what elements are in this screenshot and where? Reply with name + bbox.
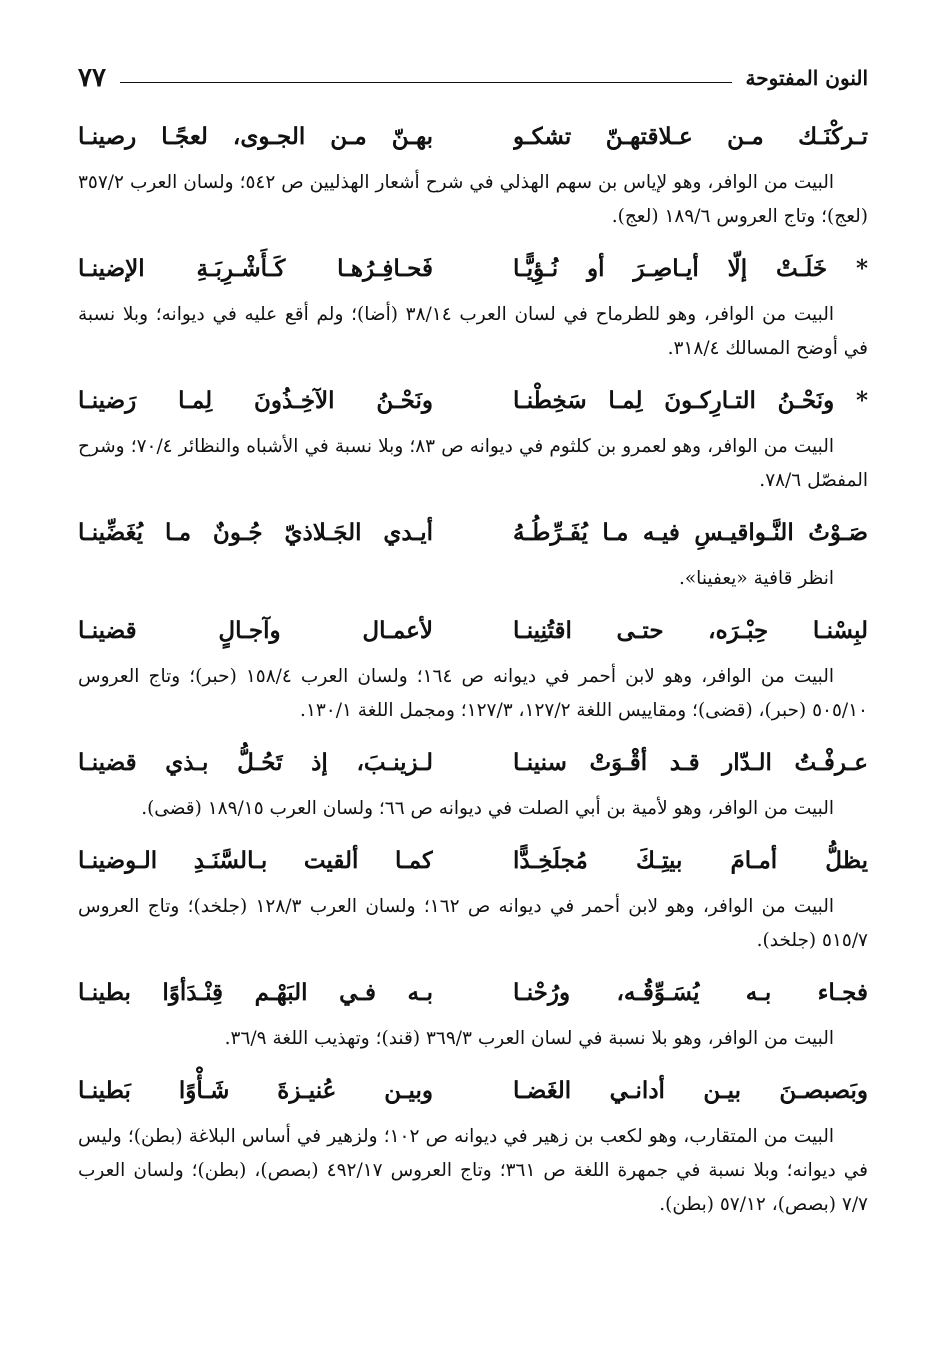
verse — [78, 508, 868, 558]
entry — [78, 968, 868, 1056]
verse-commentary: انظر قافية «يعفينا». — [678, 568, 834, 589]
verse — [78, 738, 868, 788]
entry — [78, 244, 868, 366]
verse-commentary: البيت من الوافر، وهو لأمية بن أبي الصلت في ديوانه ص ٦٦؛ ولسان العرب ١٨٩/١٥ (قضى). — [141, 798, 834, 819]
verse-second-hemistich: أيـدي الجَـلاذيّ جُـونٌ مـا يُغَضِّينـا — [78, 519, 433, 546]
verse-commentary: البيت من الوافر، وهو لعمرو بن كلثوم في ديوانه ص ٨٣؛ وبلا نسبة في الأشباه والنظائر ٧٠/٤؛ وشرح المفصّل ٧٨/٦. — [78, 436, 868, 491]
verse-first-hemistich: * ونَحْـنُ التـارِكـونَ لِمـا سَخِطْنـا — [513, 387, 868, 414]
page-header — [78, 58, 868, 98]
verse-commentary: البيت من الوافر، وهو لابن أحمر في ديوانه ص ١٦٤؛ ولسان العرب ١٥٨/٤ (حبر)؛ وتاج العروس ٥٠٥/١٠ (حبر)، (قضى)؛ ومقاييس اللغة ١٢٧/٢، ١٢٧/٣؛ ومجمل اللغة ١٣٠/١. — [78, 666, 868, 721]
entry — [78, 738, 868, 826]
verse-first-hemistich: لبِسْنـا حِبْـرَه، حتـى اقتُنِينـا — [513, 617, 868, 644]
entry — [78, 376, 868, 498]
verse-commentary: البيت من الوافر، وهو لابن أحمر في ديوانه ص ١٦٢؛ ولسان العرب ١٢٨/٣ (جلخد)؛ وتاج العروس ٥١٥/٧ (جلخد). — [78, 896, 868, 951]
verse — [78, 244, 868, 294]
verse-first-hemistich: صَـوْتُ النَّـواقيـسِ فيـه مـا يُفَـرِّطُـهُ — [513, 519, 868, 546]
header-rule — [120, 82, 732, 83]
verse-second-hemistich: كمـا ألقيت بـالسَّنَـدِ الـوضينـا — [78, 847, 433, 874]
verse — [78, 968, 868, 1018]
verse — [78, 112, 868, 162]
verse — [78, 376, 868, 426]
chapter-title: النون المفتوحة — [745, 66, 868, 90]
entry — [78, 836, 868, 958]
book-page — [78, 58, 868, 1232]
verse-commentary: البيت من الوافر، وهو بلا نسبة في لسان العرب ٣٦٩/٣ (قند)؛ وتهذيب اللغة ٣٦/٩. — [224, 1028, 834, 1049]
entry — [78, 1066, 868, 1222]
verse-commentary: البيت من المتقارب، وهو لكعب بن زهير في ديوانه ص ١٠٢؛ ولزهير في أساس البلاغة (بطن)؛ وليس في ديوانه؛ وبلا نسبة في جمهرة اللغة ص ٣٦١؛ وتاج العروس ٤٩٢/١٧ (بصص)، (بطن)؛ ولسان العرب ٧/٧ (بصص)، ٥٧/١٢ (بطن). — [78, 1126, 868, 1215]
verse-second-hemistich: وبيـن عُنيـزةَ شَـأْوًا بَطينـا — [78, 1077, 433, 1104]
verse — [78, 1066, 868, 1116]
verse-first-hemistich: عـرفْـتُ الـدّار قـد أقْـوَتْ سنينـا — [513, 749, 868, 776]
verse-first-hemistich: تـركْنَـك مـن عـلاقتهـنّ تشكـو — [513, 123, 868, 150]
verse-commentary: البيت من الوافر، وهو للطرماح في لسان العرب ٣٨/١٤ (أضا)؛ ولم أقع عليه في ديوانه؛ وبلا نسبة في أوضح المسالك ٣١٨/٤. — [78, 304, 868, 359]
verse-first-hemistich: وبَصبصـنَ بيـن أدانـي الغَضـا — [513, 1077, 868, 1104]
entry — [78, 606, 868, 728]
page-number: ٧٧ — [78, 63, 106, 93]
verse-second-hemistich: بـه فـي البَهْـم قِنْـدَأوًا بطينـا — [78, 979, 433, 1006]
verse-second-hemistich: ونَحْـنُ الآخِـذُونَ لِمـا رَضينـا — [78, 387, 433, 414]
verse-second-hemistich: لـزينـبَ، إذ تَحُـلُّ بـذي قضينـا — [78, 749, 433, 776]
entry — [78, 508, 868, 596]
verse-second-hemistich: لأعمـال وآجـالٍ قضينـا — [78, 617, 433, 644]
verse-first-hemistich: يظلُّ أمـامَ بيتِـكَ مُجلَخِـدًّا — [513, 847, 868, 874]
verse-second-hemistich: فَحـافِـرُهـا كَـأَشْـرِبَـةِ الإضينـا — [78, 255, 433, 282]
entry — [78, 112, 868, 234]
verse-first-hemistich: * خَلَـتْ إلّا أيـاصِـرَ أو نُـؤِيًّـا — [513, 255, 868, 282]
verse-second-hemistich: بهـنّ مـن الجـوى، لعجًـا رصينـا — [78, 123, 433, 150]
verse-commentary: البيت من الوافر، وهو لإياس بن سهم الهذلي في شرح أشعار الهذليين ص ٥٤٢؛ ولسان العرب ٣٥٧/٢ (لعج)؛ وتاج العروس ١٨٩/٦ (لعج). — [78, 172, 868, 227]
verse — [78, 836, 868, 886]
verse-first-hemistich: فجـاء بـه يُسَـوِّقُـه، ورُحْنـا — [513, 979, 868, 1006]
verse — [78, 606, 868, 656]
